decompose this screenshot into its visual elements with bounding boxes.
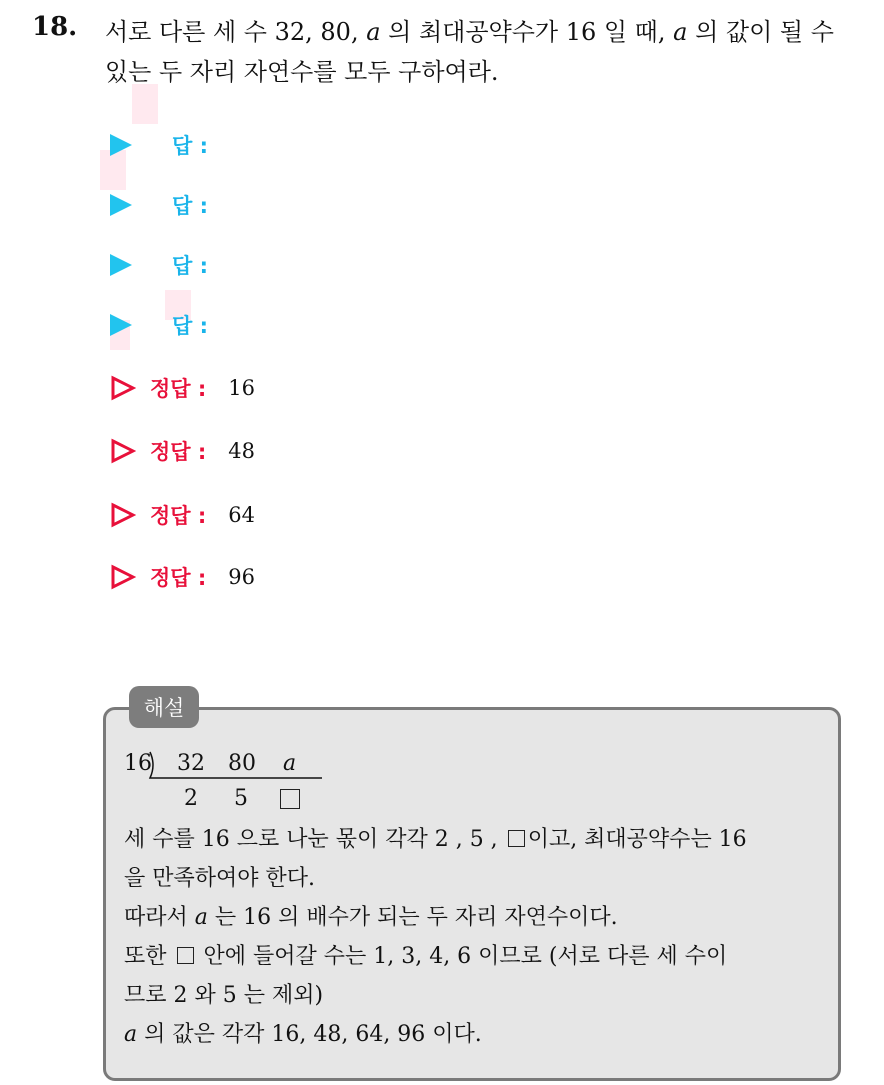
correct-label: 정답 : — [150, 440, 207, 464]
correct-answer-row — [110, 500, 255, 530]
play-triangle-icon — [110, 194, 132, 216]
blank-box — [177, 947, 194, 964]
solution-line: 므로 2 와 5 는 제외) — [124, 983, 324, 1008]
correct-value: 16 — [228, 376, 256, 400]
play-triangle-icon — [110, 134, 132, 156]
variable-a: a — [366, 18, 381, 46]
play-triangle-icon — [110, 314, 132, 336]
solution-text-part: 는 16 의 배수가 되는 두 자리 자연수이다. — [207, 905, 618, 930]
solution-text-part: 세 수를 16 으로 나눈 몫이 각각 2 , 5 , — [124, 827, 505, 852]
solution-text-part: 안에 들어갈 수는 1, 3, 4, 6 이므로 (서로 다른 세 수이 — [196, 944, 728, 969]
solution-text-part: 의 값은 각각 16, 48, 64, 96 이다. — [137, 1022, 482, 1047]
correct-label: 정답 : — [150, 377, 207, 401]
question-line-2: 있는 두 자리 자연수를 모두 구하여라. — [105, 58, 499, 86]
solution-text-part: 또한 — [124, 944, 174, 969]
correct-value: 96 — [228, 565, 256, 589]
correct-answer-row — [110, 436, 255, 466]
solution-line: 을 만족하여야 한다. — [124, 866, 315, 891]
correct-answer-row — [110, 562, 255, 592]
variable-a: a — [124, 1022, 138, 1047]
play-triangle-icon — [110, 254, 132, 276]
solution-line — [124, 898, 747, 937]
question-text-part: 의 값이 될 수 — [687, 18, 834, 46]
outline-triangle-icon — [110, 502, 136, 528]
correct-value: 48 — [228, 439, 256, 463]
answer-label: 답 : — [172, 314, 208, 338]
blank-box — [508, 830, 525, 847]
question-text — [105, 12, 865, 92]
correct-label: 정답 : — [150, 566, 207, 590]
answer-label: 답 : — [172, 254, 208, 278]
answer-row[interactable] — [110, 130, 208, 160]
division-quotient: 2 — [184, 786, 198, 811]
question-text-part: 의 최대공약수가 16 일 때, — [380, 18, 674, 46]
solution-line — [124, 937, 747, 976]
division-dividend: a — [283, 751, 297, 776]
outline-triangle-icon — [110, 375, 136, 401]
division-quotient: 5 — [234, 786, 248, 811]
variable-a: a — [673, 18, 688, 46]
question-text-part: 서로 다른 세 수 32, 80, — [105, 18, 367, 46]
correct-answer-row — [110, 373, 255, 403]
solution-text — [124, 820, 747, 1054]
answer-row[interactable] — [110, 190, 208, 220]
question-number: 18. — [32, 12, 78, 42]
blank-box — [280, 789, 300, 809]
answer-label: 답 : — [172, 194, 208, 218]
solution-text-part: 이고, 최대공약수는 16 — [527, 827, 747, 852]
division-divisor: 16 — [124, 751, 152, 776]
correct-label: 정답 : — [150, 504, 207, 528]
solution-line — [124, 1015, 747, 1054]
division-dividend: 80 — [228, 751, 256, 776]
variable-a: a — [194, 905, 208, 930]
solution-line — [124, 820, 747, 859]
question-line-1 — [105, 12, 865, 52]
answer-label: 답 : — [172, 134, 208, 158]
solution-tag: 해설 — [129, 686, 199, 728]
outline-triangle-icon — [110, 564, 136, 590]
outline-triangle-icon — [110, 438, 136, 464]
answer-row[interactable] — [110, 310, 208, 340]
correct-value: 64 — [228, 503, 256, 527]
solution-text-part: 따라서 — [124, 905, 195, 930]
answer-row[interactable] — [110, 250, 208, 280]
division-dividend: 32 — [177, 751, 205, 776]
